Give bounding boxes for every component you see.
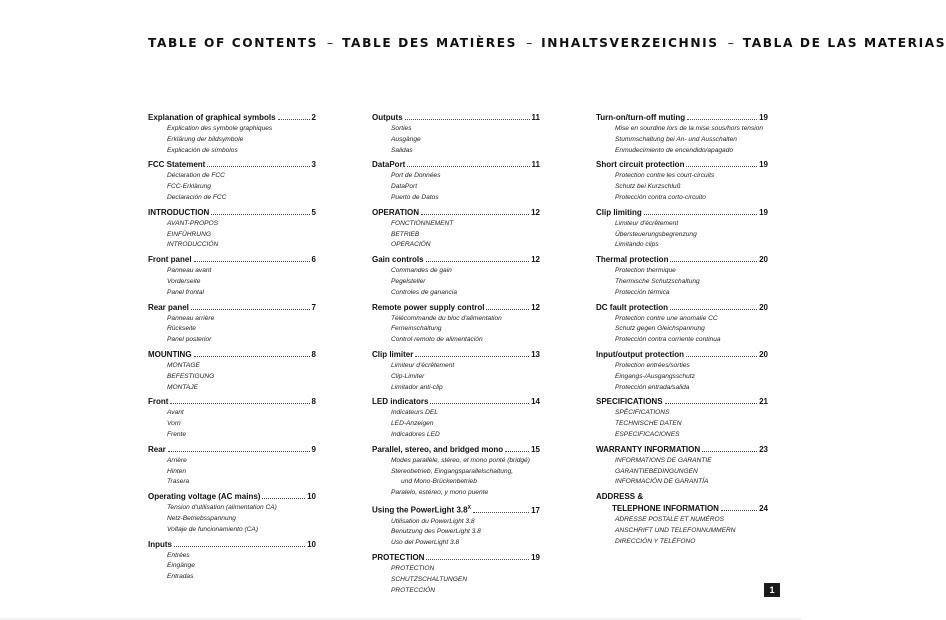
toc-subentry[interactable]: MONTAGE xyxy=(167,361,200,369)
toc-entry-heading[interactable] xyxy=(596,112,768,124)
toc-entry-title-text[interactable]: DC fault protection xyxy=(596,302,668,312)
dot-leader xyxy=(721,510,757,511)
dot-leader xyxy=(486,309,529,310)
toc-entry-title[interactable] xyxy=(372,552,424,564)
toc-subentry[interactable]: Limitando clips xyxy=(615,241,659,249)
toc-subentry[interactable]: ADRESSE POSTALE ET NUMÉROS xyxy=(615,516,725,524)
toc-entry-title[interactable] xyxy=(372,396,428,408)
toc-entry-title[interactable] xyxy=(148,539,172,551)
toc-subentry[interactable]: INTRODUCCIÓN xyxy=(167,241,219,249)
toc-entry-page[interactable]: 9 xyxy=(311,444,316,454)
toc-entry-heading[interactable] xyxy=(148,254,316,266)
toc-entry-title-text[interactable]: Gain controls xyxy=(372,255,424,265)
toc-subentry[interactable]: Modes parallèle, stéreo, et mono ponté (bridgé) xyxy=(391,456,530,464)
toc-entry[interactable] xyxy=(372,444,540,499)
toc-entry-heading[interactable] xyxy=(596,503,768,515)
toc-subentry[interactable]: Trasera xyxy=(167,478,190,486)
toc-entry-title[interactable] xyxy=(596,159,684,171)
toc-subentry[interactable]: Vorn xyxy=(167,420,181,428)
dot-leader xyxy=(687,119,757,120)
toc-entry-heading[interactable] xyxy=(148,539,316,551)
toc-entry[interactable] xyxy=(372,502,540,549)
toc-subentry[interactable]: SPÉCIFICATIONS xyxy=(615,409,670,417)
toc-entry-title-text[interactable]: DataPort xyxy=(372,160,406,170)
toc-subentry[interactable]: Panel frontal xyxy=(167,288,205,296)
toc-entry-page[interactable]: 20 xyxy=(759,349,768,359)
dot-leader xyxy=(686,356,757,357)
toc-subentry[interactable]: Benutzung des PowerLight 3.8 xyxy=(391,528,481,536)
toc-entry-heading[interactable] xyxy=(596,349,768,361)
toc-subentry[interactable]: AVANT-PROPOS xyxy=(167,219,219,227)
toc-entry[interactable] xyxy=(596,159,768,203)
toc-entry-title[interactable] xyxy=(372,302,484,314)
toc-subentry[interactable]: Sorties xyxy=(391,125,412,132)
toc-subentry[interactable]: Indicateurs DEL xyxy=(391,409,438,417)
toc-entry-title[interactable] xyxy=(148,159,205,171)
toc-entry[interactable] xyxy=(372,349,540,393)
toc-entry-heading[interactable] xyxy=(148,112,316,124)
toc-subentry[interactable]: Enmudecimiento de encendido/apagado xyxy=(615,146,734,154)
toc-subentry[interactable]: EINFÜHRUNG xyxy=(167,230,211,238)
toc-entry-heading[interactable] xyxy=(372,112,540,124)
toc-entry-heading[interactable] xyxy=(372,207,540,219)
toc-entry-title-text[interactable]: MOUNTING xyxy=(148,349,192,359)
toc-subentry[interactable]: Panneau avant xyxy=(167,267,212,275)
toc-entry-heading[interactable] xyxy=(596,159,768,171)
dot-leader xyxy=(426,261,530,262)
toc-entry-title-text[interactable]: INTRODUCTION xyxy=(148,207,210,217)
toc-subentry[interactable]: Eingangs-/Ausgangsschutz xyxy=(615,372,695,380)
toc-entry[interactable] xyxy=(596,396,768,440)
toc-entry-title[interactable] xyxy=(596,396,663,408)
toc-entry-page[interactable]: 24 xyxy=(759,504,768,514)
toc-entry-heading[interactable] xyxy=(148,444,316,456)
toc-entry-page[interactable]: 23 xyxy=(759,444,768,454)
toc-entry-heading[interactable] xyxy=(372,502,540,517)
header-title-de: INHALTSVERZEICHNIS xyxy=(541,36,719,50)
toc-entry-heading[interactable] xyxy=(148,491,316,503)
toc-entry-title[interactable] xyxy=(372,159,405,171)
toc-entry-page[interactable]: 17 xyxy=(531,505,540,515)
toc-subentry[interactable]: INFORMACIÓN DE GARANTÍA xyxy=(615,478,709,486)
toc-subentry[interactable]: BEFESTIGUNG xyxy=(167,372,215,380)
toc-entry-title-text[interactable]: FCC Statement xyxy=(148,160,206,170)
toc-subentry[interactable]: DIRECCIÓN Y TELÉFONO xyxy=(615,537,696,545)
toc-entry-title[interactable] xyxy=(148,112,276,124)
toc-entry[interactable] xyxy=(148,112,316,156)
toc-subentry[interactable]: Tension d'utilisation (alimentation CA) xyxy=(167,504,277,512)
toc-subentry[interactable]: INFORMATIONS DE GARANTIE xyxy=(615,456,712,464)
toc-column-2 xyxy=(372,112,540,599)
toc-subentry[interactable]: BETRIEB xyxy=(391,230,420,238)
toc-entry-page[interactable]: 10 xyxy=(307,492,316,502)
toc-entry-title-text[interactable]: Front panel xyxy=(148,255,192,265)
toc-entry-title-text[interactable]: Inputs xyxy=(148,539,172,549)
toc-subentry[interactable]: Panel posterior xyxy=(167,336,212,344)
toc-subentry[interactable]: Avant xyxy=(167,409,184,417)
toc-entry-heading[interactable] xyxy=(148,207,316,219)
toc-entry-title[interactable] xyxy=(372,502,471,517)
toc-entry-page[interactable]: 12 xyxy=(531,207,540,217)
toc-entry-heading[interactable] xyxy=(596,444,768,456)
dot-leader xyxy=(194,261,310,262)
toc-subentry[interactable]: Explicación de símbolos xyxy=(167,146,238,154)
toc-subentry[interactable]: Limitador anti-clip xyxy=(391,383,443,391)
header-title-es: TABLA DE LAS MATERIAS xyxy=(742,36,946,50)
toc-entry[interactable] xyxy=(148,491,316,535)
toc-entry-page[interactable]: 10 xyxy=(307,539,316,549)
toc-entry-heading[interactable] xyxy=(372,552,540,564)
toc-entry-heading[interactable] xyxy=(372,254,540,266)
toc-entry-heading[interactable] xyxy=(372,159,540,171)
toc-subentry[interactable]: Limiteur d'écrêtement xyxy=(615,219,679,227)
dot-leader xyxy=(421,214,529,215)
toc-entry-page[interactable]: 12 xyxy=(531,255,540,265)
toc-entry[interactable] xyxy=(596,302,768,346)
toc-entry[interactable] xyxy=(148,396,316,440)
toc-entry[interactable] xyxy=(148,207,316,251)
toc-entry-title-text[interactable]: OPERATION xyxy=(372,207,419,217)
toc-subentry[interactable]: MONTAJE xyxy=(167,383,199,391)
dot-leader xyxy=(665,403,758,404)
toc-subentry[interactable]: ESPECIFICACIONES xyxy=(615,430,680,438)
toc-entry-heading[interactable] xyxy=(372,444,540,456)
toc-subentry[interactable]: Erklärung der bildsymbole xyxy=(167,135,244,143)
toc-subentry[interactable]: Controles de ganancia xyxy=(391,288,457,296)
dot-leader xyxy=(278,119,310,120)
toc-subentry[interactable]: SCHUTZSCHALTUNGEN xyxy=(391,575,468,583)
header-separator: – xyxy=(526,36,533,50)
toc-entry-title-text[interactable]: Outputs xyxy=(372,113,403,122)
toc-column-3 xyxy=(596,112,768,551)
dot-leader xyxy=(686,166,757,167)
toc-subentry[interactable]: TECHNISCHE DATEN xyxy=(615,420,682,428)
toc-entry-page[interactable]: 20 xyxy=(759,255,768,265)
toc-entry-title-text[interactable]: Rear xyxy=(148,444,166,454)
dot-leader xyxy=(405,119,530,120)
dot-leader xyxy=(191,309,310,310)
header-title-en: TABLE OF CONTENTS xyxy=(148,36,318,50)
dot-leader xyxy=(670,309,757,310)
toc-subentry[interactable]: Salidas xyxy=(391,146,413,154)
toc-subentry[interactable]: Déclaration de FCC xyxy=(167,172,225,180)
toc-entry-page[interactable]: 11 xyxy=(531,160,540,170)
toc-subentry[interactable]: Arrière xyxy=(167,456,187,464)
toc-subentry[interactable]: Declaración de FCC xyxy=(167,193,227,201)
toc-entry-title-text[interactable]: Short circuit protection xyxy=(596,160,685,170)
toc-subentry[interactable]: Puerto de Datos xyxy=(391,193,439,201)
toc-entry-page[interactable]: 12 xyxy=(531,302,540,312)
dot-leader xyxy=(644,214,757,215)
toc-entry-title-text[interactable]: Using the PowerLight 3.8 xyxy=(372,505,468,515)
toc-entry-heading[interactable] xyxy=(596,207,768,219)
toc-entry-page[interactable]: 15 xyxy=(531,444,540,454)
toc-entry-heading[interactable] xyxy=(148,302,316,314)
toc-entry-title-text[interactable]: Parallel, stereo, and bridged mono xyxy=(372,444,504,454)
dot-leader xyxy=(211,214,309,215)
toc-entry[interactable] xyxy=(596,112,768,156)
toc-entry-title-text[interactable]: Front xyxy=(148,397,169,407)
dot-leader xyxy=(702,451,757,452)
toc-entry-title[interactable] xyxy=(596,349,684,361)
toc-entry-title-text[interactable]: LED indicators xyxy=(372,397,429,407)
toc-subentry[interactable]: Übersteuerungsbegrenzung xyxy=(615,230,697,238)
toc-subentry[interactable]: PROTECCIÓN xyxy=(391,586,435,594)
dot-leader xyxy=(262,498,305,499)
toc-entry-title-text[interactable]: Remote power supply control xyxy=(372,302,485,312)
toc-entry-title[interactable] xyxy=(596,112,685,124)
toc-entry[interactable] xyxy=(596,444,768,488)
toc-entry-page[interactable]: 5 xyxy=(311,207,316,217)
toc-subentry[interactable]: Protection thermique xyxy=(615,267,676,275)
toc-entry-title[interactable] xyxy=(148,302,189,314)
toc-subentry[interactable]: Ferneinschaltung xyxy=(391,325,442,333)
toc-entry-page[interactable]: 19 xyxy=(759,160,768,170)
toc-entry-heading[interactable] xyxy=(148,396,316,408)
toc-subentry[interactable]: Mise en sourdine lors de la mise sous/hors tension xyxy=(615,125,764,132)
toc-entry[interactable] xyxy=(596,254,768,298)
toc-subentry[interactable]: Protección térmica xyxy=(615,288,670,296)
toc-entry-page[interactable]: 8 xyxy=(311,349,316,359)
toc-entry-title-text[interactable]: SPECIFICATIONS xyxy=(596,397,663,407)
toc-subentry[interactable]: Port de Données xyxy=(391,172,441,180)
toc-entry-title[interactable]: ADDRESS & xyxy=(596,492,644,502)
toc-subentry[interactable]: Protección entrada/salida xyxy=(615,383,690,391)
toc-entry[interactable] xyxy=(148,254,316,298)
toc-subentry[interactable]: Vorderseite xyxy=(167,277,201,285)
header-separator: – xyxy=(727,36,734,50)
toc-entry-page[interactable]: 6 xyxy=(311,255,316,265)
header-title-fr: TABLE DES MATIÈRES xyxy=(342,36,518,50)
toc-entry-title-text[interactable]: Rear panel xyxy=(148,302,189,312)
toc-subentry[interactable]: Entradas xyxy=(167,573,194,581)
toc-entry-title[interactable] xyxy=(372,112,403,124)
toc-subentry[interactable]: ANSCHRIFT UND TELEFONNUMMERN xyxy=(615,526,736,534)
toc-column-1 xyxy=(148,112,316,586)
toc-entry[interactable] xyxy=(372,552,540,596)
toc-entry-heading[interactable] xyxy=(372,349,540,361)
toc-entry-page[interactable]: 2 xyxy=(311,113,316,122)
page-header xyxy=(148,36,946,50)
toc-subentry[interactable]: PROTECTION xyxy=(391,564,435,572)
dot-leader xyxy=(407,166,529,167)
toc-entry-page[interactable]: 21 xyxy=(759,397,768,407)
toc-entry[interactable] xyxy=(148,539,316,583)
toc-entry-title[interactable] xyxy=(372,254,424,266)
toc-entry-page[interactable]: 11 xyxy=(531,113,540,122)
toc-subentry[interactable]: Schutz gegen Gleichspannung xyxy=(615,325,705,333)
toc-entry-title[interactable] xyxy=(148,491,260,503)
toc-entry-page[interactable]: 8 xyxy=(311,397,316,407)
toc-entry-title[interactable] xyxy=(372,207,419,219)
toc-entry-title[interactable] xyxy=(372,444,503,456)
page-number-badge: 1 xyxy=(764,583,780,597)
toc-entry-title[interactable] xyxy=(148,349,192,361)
toc-entry-title-text[interactable]: Clip limiting xyxy=(596,207,642,217)
toc-entry-title-text[interactable]: Operating voltage (AC mains) xyxy=(148,492,261,502)
dot-leader xyxy=(670,261,757,262)
toc-entry-superscript: X xyxy=(467,504,471,511)
toc-subentry[interactable]: Voltaje de funcionamiento (CA) xyxy=(167,525,259,533)
toc-subentry[interactable]: FCC-Erklärung xyxy=(167,183,211,191)
header-separator: – xyxy=(327,36,334,50)
toc-subentry[interactable]: Protection contre une anomalie CC xyxy=(615,314,718,322)
toc-subentry[interactable]: Netz-Betriebsspannung xyxy=(167,514,236,522)
toc-entry[interactable] xyxy=(596,491,768,547)
toc-subentry[interactable]: Paralelo, estéreo, y mono puente xyxy=(391,489,489,497)
toc-subentry[interactable]: Stummschaltung bei An- und Ausschalten xyxy=(615,135,737,143)
toc-subentry[interactable]: Hinten xyxy=(167,467,187,475)
toc-entry[interactable] xyxy=(372,254,540,298)
dot-leader xyxy=(430,403,529,404)
toc-subentry[interactable]: OPERACIÓN xyxy=(391,241,431,249)
toc-entry-title-text[interactable]: Turn-on/turn-off muting xyxy=(596,113,686,122)
toc-subentry[interactable]: Uso del PowerLight 3.8 xyxy=(391,539,460,547)
toc-entry-heading[interactable] xyxy=(372,302,540,314)
toc-subentry[interactable]: Control remoto de alimentación xyxy=(391,336,483,344)
toc-entry-heading[interactable] xyxy=(596,491,768,503)
toc-entry-title[interactable] xyxy=(148,444,166,456)
toc-subentry[interactable]: Indicadores LED xyxy=(391,430,440,438)
toc-entry[interactable] xyxy=(372,396,540,440)
toc-entry-page[interactable]: 13 xyxy=(531,349,540,359)
toc-entry[interactable] xyxy=(148,444,316,488)
toc-entry-heading[interactable] xyxy=(596,254,768,266)
toc-subentry[interactable]: GARANTIEBEDINGUNGEN xyxy=(615,467,698,475)
toc-entry-page[interactable]: 19 xyxy=(759,207,768,217)
toc-entry-title[interactable] xyxy=(148,207,209,219)
toc-subentry[interactable]: Eingänge xyxy=(167,562,195,570)
toc-subentry[interactable]: Protection contre les court-circuits xyxy=(615,172,715,180)
toc-entry-page[interactable]: 14 xyxy=(531,397,540,407)
toc-entry-title-text[interactable]: WARRANTY INFORMATION xyxy=(596,444,701,454)
dot-leader xyxy=(170,403,309,404)
toc-entry[interactable] xyxy=(596,207,768,251)
toc-entry-title[interactable] xyxy=(148,396,168,408)
toc-subentry[interactable]: Panneau arrière xyxy=(167,314,215,322)
toc-entry[interactable] xyxy=(148,302,316,346)
toc-entry-title[interactable] xyxy=(596,444,700,456)
toc-entry-heading[interactable] xyxy=(148,159,316,171)
toc-entry-title[interactable] xyxy=(596,254,668,266)
toc-entry-title-text[interactable]: Thermal protection xyxy=(596,255,669,265)
toc-entry-title[interactable]: TELEPHONE INFORMATION xyxy=(612,504,719,514)
toc-subentry[interactable]: Explication des symbole graphiques xyxy=(167,125,273,132)
toc-entry-title-text[interactable]: Clip limiter xyxy=(372,349,414,359)
toc-entry-page[interactable]: 3 xyxy=(311,160,316,170)
toc-entry-title[interactable] xyxy=(596,302,668,314)
toc-entry-heading[interactable] xyxy=(596,396,768,408)
toc-entry-heading[interactable] xyxy=(148,349,316,361)
toc-subentry[interactable]: Limiteur d'écrêtement xyxy=(391,361,455,369)
toc-subentry[interactable]: Stereobetrieb, Eingangsparallelschaltung, xyxy=(391,467,514,475)
toc-entry-title[interactable] xyxy=(372,349,413,361)
toc-subentry[interactable]: LED-Anzeigen xyxy=(391,420,434,428)
toc-subentry[interactable]: Clip-Limiter xyxy=(391,372,425,380)
toc-subentry[interactable]: Utilisation du PowerLight 3.8 xyxy=(391,517,475,525)
toc-subentry[interactable]: und Mono-Brückenbetrieb xyxy=(401,478,477,486)
toc-subentry[interactable]: DataPort xyxy=(391,183,418,191)
toc-subentry[interactable]: Commandes de gain xyxy=(391,267,452,275)
toc-entry-title[interactable] xyxy=(596,207,642,219)
toc-entry[interactable] xyxy=(148,349,316,393)
toc-entry[interactable] xyxy=(372,112,540,156)
toc-entry-page[interactable]: 20 xyxy=(759,302,768,312)
toc-entry-title-text[interactable]: Input/output protection xyxy=(596,349,684,359)
toc-subentry[interactable]: Ausgänge xyxy=(391,135,421,143)
toc-subentry[interactable]: Protection entrées/sorties xyxy=(615,361,690,369)
toc-subentry[interactable]: Pegelsteller xyxy=(391,277,426,285)
toc-entry-title-text[interactable]: Explanation of graphical symbols xyxy=(148,113,276,122)
toc-subentry[interactable]: Thermische Schutzschaltung xyxy=(615,277,700,285)
toc-entry-page[interactable]: 7 xyxy=(311,302,316,312)
dot-leader xyxy=(174,546,305,547)
toc-entry[interactable] xyxy=(372,207,540,251)
toc-entry-heading[interactable] xyxy=(596,302,768,314)
dot-leader xyxy=(207,166,309,167)
toc-subentry[interactable]: FONCTIONNEMENT xyxy=(391,219,454,227)
dot-leader xyxy=(473,512,529,513)
toc-subentry[interactable]: Frente xyxy=(167,430,187,438)
toc-entry-title-text[interactable]: PROTECTION xyxy=(372,552,425,562)
dot-leader xyxy=(505,451,529,452)
dot-leader xyxy=(415,356,529,357)
toc-subentry[interactable]: Schutz bei Kurzschluß xyxy=(615,183,681,191)
toc-entry[interactable] xyxy=(596,349,768,393)
toc-subentry[interactable]: Protección contra corto-circuito xyxy=(615,193,706,201)
toc-entry[interactable] xyxy=(148,159,316,203)
toc-entry-page[interactable]: 19 xyxy=(531,552,540,562)
toc-subentry[interactable]: Protección contra corriente continua xyxy=(615,336,721,344)
toc-entry-page[interactable]: 19 xyxy=(759,113,768,122)
toc-entry-heading[interactable] xyxy=(372,396,540,408)
dot-leader xyxy=(426,559,529,560)
dot-leader xyxy=(168,451,310,452)
toc-subentry[interactable]: Entrées xyxy=(167,551,190,559)
toc-entry[interactable] xyxy=(372,159,540,203)
toc-entry[interactable] xyxy=(372,302,540,346)
toc-subentry[interactable]: Rückseite xyxy=(167,325,196,333)
toc-subentry[interactable]: Télécommande du bloc d'alimentation xyxy=(391,314,502,322)
dot-leader xyxy=(194,356,310,357)
toc-entry-title[interactable] xyxy=(148,254,192,266)
